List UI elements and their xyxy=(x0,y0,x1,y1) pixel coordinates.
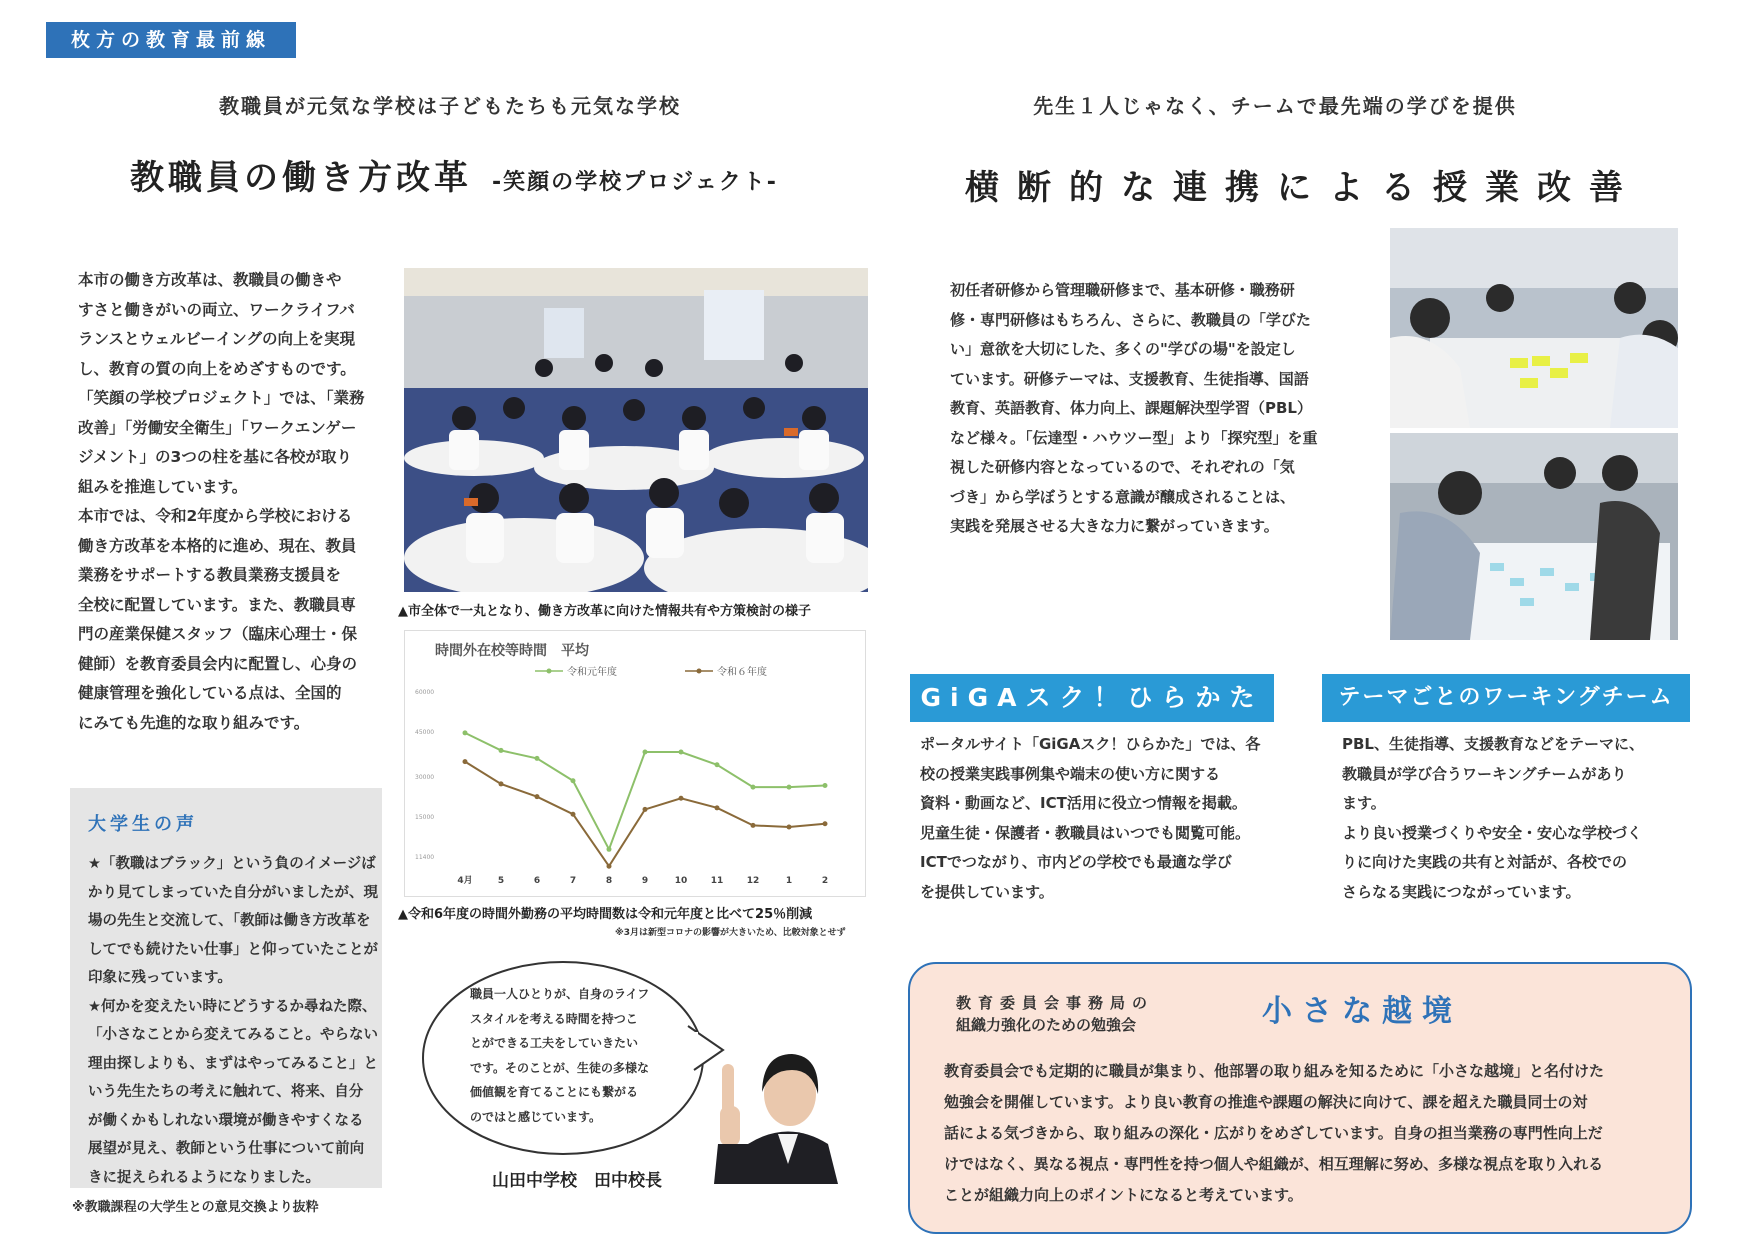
left-title-main: 教職員の働き方改革 xyxy=(130,158,472,198)
workshop-photo-bottom-illustration xyxy=(1390,433,1678,640)
working-team-line: ます。 xyxy=(1342,794,1386,812)
giga-heading: GiGAスク！ひらかた xyxy=(910,674,1274,722)
left-body-line: 働き方改革を本格的に進め、現在、教員 xyxy=(78,536,357,555)
x-tick-label: 2 xyxy=(821,876,829,886)
study-label-2: 組織力強化のための勉強会 xyxy=(956,1016,1137,1034)
speech-bubble-text xyxy=(470,982,680,1129)
right-body-line: ています。研修テーマは、支援教育、生徒指導、国語 xyxy=(950,369,1309,388)
left-title xyxy=(130,150,850,199)
right-body-line: い」意欲を大切にした、多くの"学びの場"を設定し xyxy=(950,340,1296,358)
y-tick-label: 15000 xyxy=(415,814,435,821)
series-point xyxy=(571,778,576,783)
left-body-line: 健師）を教育委員会内に配置し、心身の xyxy=(78,654,358,673)
left-body-line: 全校に配置しています。また、教職員専 xyxy=(78,595,356,614)
legend-label: 令和元年度 xyxy=(567,667,617,678)
giga-text-line: を提供しています。 xyxy=(920,882,1054,901)
working-team-line: りに向けた実践の共有と対話が、各校での xyxy=(1342,853,1628,871)
giga-text-line: ICTでつながり、市内どの学校でも最適な学び xyxy=(920,853,1232,871)
series-point xyxy=(535,756,540,761)
x-tick-label: 8 xyxy=(605,876,613,886)
left-body-line: 門の産業保健スタッフ（臨床心理士・保 xyxy=(78,625,358,643)
x-tick-label: 12 xyxy=(746,876,760,886)
left-body-line: にみても先進的な取り組みです。 xyxy=(78,713,310,732)
student-voice-line: ★「教職はブラック」という負のイメージば xyxy=(88,856,376,872)
photo-caption: ▲市全体で一丸となり、働き方改革に向けた情報共有や方策検討の様子 xyxy=(398,604,811,619)
x-tick-label: 7 xyxy=(569,876,577,886)
student-voice-line: いう先生たちの考えに触れて、将来、自分 xyxy=(88,1084,364,1100)
series-point xyxy=(679,750,684,755)
series-point xyxy=(607,847,612,852)
giga-text-line: 校の授業実践事例集や端末の使い方に関する xyxy=(920,764,1221,783)
working-team-text xyxy=(1342,730,1692,907)
speech-bubble xyxy=(418,958,708,1158)
chart-note: ※3月は新型コロナの影響が大きいため、比較対象とせず xyxy=(615,928,846,938)
series-point xyxy=(715,762,720,767)
series-point xyxy=(607,864,612,869)
student-voice-note: ※教職課程の大学生との意見交換より抜粋 xyxy=(72,1200,319,1215)
student-voice-line: 展望が見え、教師という仕事について前向 xyxy=(88,1141,365,1157)
student-voice-line: 「小さなことから変えてみること。やらない xyxy=(88,1027,378,1043)
study-title: 小さな越境 xyxy=(1262,994,1462,1029)
right-body-line: 初任者研修から管理職研修まで、基本研修・職務研 xyxy=(950,281,1295,299)
student-voice-line: 印象に残っています。 xyxy=(88,970,232,986)
series-point xyxy=(751,823,756,828)
study-session-box xyxy=(908,962,1692,1234)
working-team-line: PBL、生徒指導、支援教育などをテーマに、 xyxy=(1342,735,1644,753)
chart-title: 時間外在校等時間 平均 xyxy=(435,643,589,659)
left-body-line: 健康管理を強化している点は、全国的 xyxy=(78,684,342,702)
principal-portrait-illustration xyxy=(708,1014,868,1184)
left-body-line: 改善」「労働安全衛生」「ワークエンゲー xyxy=(78,418,357,437)
left-body-line: 「笑顔の学校プロジェクト」では、「業務 xyxy=(78,389,365,407)
right-body-line: 教育、英語教育、体力向上、課題解決型学習（PBL） xyxy=(950,399,1312,417)
student-voice-line: 理由探しよりも、まずはやってみること」と xyxy=(88,1055,378,1072)
speech-bubble-line: スタイルを考える時間を持つこ xyxy=(470,1011,638,1026)
speech-bubble-line: です。そのことが、生徒の多様な xyxy=(470,1060,650,1075)
speech-bubble-line: 価値観を育てることにも繋がる xyxy=(470,1085,639,1099)
speech-bubble-line: とができる工夫をしていきたい xyxy=(470,1036,639,1050)
working-team-line: 教職員が学び合うワーキングチームがあり xyxy=(1342,764,1627,783)
workshop-photo-top-illustration xyxy=(1390,228,1678,428)
series-point xyxy=(787,824,792,829)
student-voice-line: かり見てしまっていた自分がいましたが、現 xyxy=(88,884,378,901)
student-voice-line: 場の先生と交流して、「教師は働き方改革を xyxy=(88,913,371,929)
student-voice-line: してでも続けたい仕事」と仰っていたことが xyxy=(88,941,378,958)
series-point xyxy=(823,821,828,826)
speech-bubble-line: のではと感じています。 xyxy=(470,1109,602,1124)
series-point xyxy=(499,781,504,786)
right-body-line: づき」から学ぼうとする意識が醸成されることは、 xyxy=(950,487,1296,506)
working-team-line: さらなる実践につながっています。 xyxy=(1342,882,1581,901)
series-point xyxy=(535,794,540,799)
study-text-line: 教育委員会でも定期的に職員が集まり、他部署の取り組みを知るために「小さな越境」と名付けた xyxy=(944,1062,1605,1080)
workshop-photo-top xyxy=(1390,228,1678,428)
series-point xyxy=(463,759,468,764)
left-body-line: し、教育の質の向上をめざすものです。 xyxy=(78,359,356,378)
series-point xyxy=(751,785,756,790)
x-tick-label: 5 xyxy=(497,876,505,886)
student-voice-line: きに捉えられるようになりました。 xyxy=(88,1169,320,1186)
left-body xyxy=(78,266,388,738)
study-text xyxy=(944,1056,1664,1211)
x-tick-label: 11 xyxy=(710,876,724,886)
student-voice-line: ★何かを変えたい時にどうするか尋ねた際、 xyxy=(88,998,377,1015)
right-title: 横断的な連携による授業改善 xyxy=(965,168,1641,208)
left-body-line: 本市では、令和2年度から学校における xyxy=(78,507,353,525)
series-point xyxy=(571,812,576,817)
right-body xyxy=(950,276,1390,542)
study-label-1: 教育委員会事務局の xyxy=(956,994,1155,1012)
working-team-line: より良い授業づくりや安全・安心な学校づく xyxy=(1342,823,1643,842)
left-title-sub: -笑顔の学校プロジェクト- xyxy=(492,170,778,195)
giga-text-line: ポータルサイト「GiGAスク！ひらかた」では、各 xyxy=(920,735,1261,753)
speaker-name: 山田中学校 田中校長 xyxy=(492,1171,662,1191)
x-tick-label: 6 xyxy=(533,876,541,886)
study-text-line: 話による気づきから、取り組みの深化・広がりをめざしています。自身の担当業務の専門性向上だ xyxy=(944,1124,1603,1142)
study-text-line: ことが組織力向上のポイントになると考えています。 xyxy=(944,1186,1303,1204)
chart-series xyxy=(463,730,828,868)
overtime-chart-svg xyxy=(405,631,865,896)
study-text-line: けではなく、異なる視点・専門性を持つ個人や組織が、相互理解に努め、多様な視点を取り入れる xyxy=(944,1155,1604,1173)
left-body-line: 本市の働き方改革は、教職員の働きや xyxy=(78,271,342,289)
x-tick-label: 10 xyxy=(674,876,688,886)
right-body-line: 視した研修内容となっているので、それぞれの「気 xyxy=(950,458,1295,476)
meeting-photo xyxy=(404,268,868,592)
left-subheading: 教職員が元気な学校は子どもたちも元気な学校 xyxy=(219,94,681,118)
y-tick-label: 11400 xyxy=(415,854,435,861)
student-voice-text xyxy=(88,850,378,1192)
series-point xyxy=(463,730,468,735)
chart-y-axis xyxy=(415,689,434,861)
legend-marker xyxy=(697,669,702,674)
y-tick-label: 30000 xyxy=(415,774,435,781)
series-point xyxy=(823,783,828,788)
legend-label: 令和６年度 xyxy=(717,667,767,678)
x-tick-label: 1 xyxy=(785,876,793,886)
series-line xyxy=(465,762,825,867)
student-voice-box xyxy=(70,788,382,1188)
giga-text-line: 児童生徒・保護者・教職員はいつでも閲覧可能。 xyxy=(920,823,1251,842)
giga-text xyxy=(920,730,1280,907)
left-body-line: ランスとウェルビーイングの向上を実現 xyxy=(78,330,355,348)
left-body-line: ジメント」の3つの柱を基に各校が取り xyxy=(78,448,352,466)
series-point xyxy=(715,805,720,810)
meeting-photo-illustration xyxy=(404,268,868,592)
right-subheading: 先生１人じゃなく、チームで最先端の学びを提供 xyxy=(1033,94,1517,118)
left-body-line: 組みを推進しています。 xyxy=(78,477,248,496)
section-tag: 枚方の教育最前線 xyxy=(46,22,296,58)
x-tick-label: 9 xyxy=(641,876,649,886)
giga-text-line: 資料・動画など、ICT活用に役立つ情報を掲載。 xyxy=(920,794,1247,812)
workshop-photo-bottom xyxy=(1390,433,1678,640)
principal-portrait xyxy=(708,1014,868,1184)
speech-bubble-line: 職員一人ひとりが、自身のライフ xyxy=(470,987,650,1001)
student-voice-title: 大学生の声 xyxy=(88,814,198,835)
series-point xyxy=(643,750,648,755)
left-body-line: すさと働きがいの両立、ワークライフバ xyxy=(78,300,355,319)
y-tick-label: 60000 xyxy=(415,689,435,696)
chart-legend xyxy=(535,665,767,678)
student-voice-line: が働くかもしれない環境が働きやすくなる xyxy=(88,1112,364,1129)
legend-marker xyxy=(547,669,552,674)
series-point xyxy=(679,796,684,801)
series-point xyxy=(787,785,792,790)
right-body-line: 実践を発展させる大きな力に繋がっていきます。 xyxy=(950,517,1279,535)
series-point xyxy=(499,748,504,753)
left-body-line: 業務をサポートする教員業務支援員を xyxy=(78,566,342,584)
series-point xyxy=(643,807,648,812)
chart-caption: ▲令和6年度の時間外勤務の平均時間数は令和元年度と比べて25％削減 xyxy=(398,907,813,922)
right-body-line: など様々。「伝達型・ハウツー型」より「探究型」を重 xyxy=(950,428,1318,447)
overtime-chart xyxy=(404,630,866,897)
right-body-line: 修・専門研修はもちろん、さらに、教職員の「学びた xyxy=(950,310,1311,329)
chart-x-axis xyxy=(457,875,828,886)
working-team-heading: テーマごとのワーキングチーム xyxy=(1322,674,1690,722)
y-tick-label: 45000 xyxy=(415,729,435,736)
x-tick-label: 4月 xyxy=(457,876,473,886)
study-text-line: 勉強会を開催しています。より良い教育の推進や課題の解決に向けて、課を超えた職員同士の対 xyxy=(944,1093,1588,1111)
